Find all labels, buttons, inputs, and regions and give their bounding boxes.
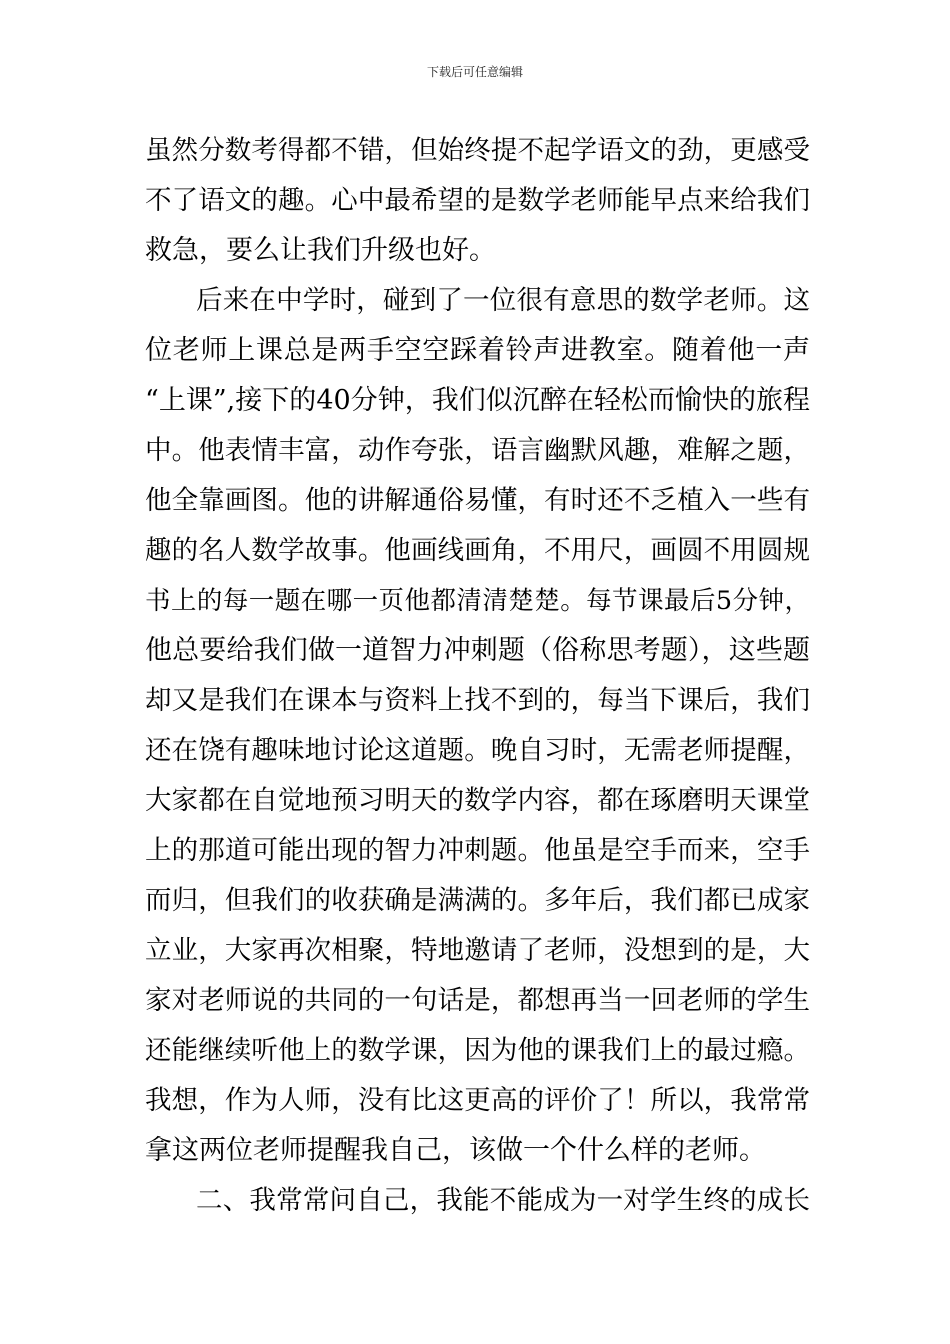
text-line-12: 却又是我们在课本与资料上找不到的，每当下课后，我们 bbox=[145, 685, 810, 716]
text-line-4: 后来在中学时，碰到了一位很有意思的数学老师。这 bbox=[196, 285, 810, 316]
text-line-8: 他全靠画图。他的讲解通俗易懂，有时还不乏植入一些有 bbox=[145, 485, 810, 516]
text-line-6: “上课”,接下的40分钟，我们似沉醉在轻松而愉快的旅程 bbox=[145, 385, 810, 416]
text-line-17: 立业，大家再次相聚，特地邀请了老师，没想到的是，大 bbox=[145, 935, 810, 966]
text-line-9: 趣的名人数学故事。他画线画角，不用尺，画圆不用圆规 bbox=[145, 535, 810, 566]
page-header: 下载后可任意编辑 bbox=[426, 65, 523, 79]
text-line-1: 虽然分数考得都不错，但始终提不起学语文的劲，更感受 bbox=[145, 135, 810, 166]
text-line-13: 还在饶有趣味地讨论这道题。晚自习时，无需老师提醒， bbox=[145, 735, 810, 766]
text-line-2: 不了语文的趣。心中最希望的是数学老师能早点来给我们 bbox=[145, 185, 810, 216]
text-line-15: 上的那道可能出现的智力冲刺题。他虽是空手而来，空手 bbox=[145, 835, 810, 866]
text-line-11: 他总要给我们做一道智力冲刺题（俗称思考题），这些题 bbox=[145, 635, 810, 666]
text-line-5: 位老师上课总是两手空空踩着铃声进教室。随着他一声 bbox=[145, 335, 810, 366]
text-line-18: 家对老师说的共同的一句话是，都想再当一回老师的学生 bbox=[145, 985, 810, 1016]
text-line-19: 还能继续听他上的数学课，因为他的课我们上的最过瘾。 bbox=[145, 1035, 810, 1066]
text-line-20: 我想，作为人师，没有比这更高的评价了！所以，我常常 bbox=[145, 1085, 810, 1116]
text-line-22: 二、我常常问自己，我能不能成为一对学生终的成长 bbox=[196, 1185, 810, 1216]
text-line-16: 而归，但我们的收获确是满满的。多年后，我们都已成家 bbox=[145, 885, 810, 916]
text-line-10: 书上的每一题在哪一页他都清清楚楚。每节课最后5分钟， bbox=[145, 586, 810, 616]
text-line-21: 拿这两位老师提醒我自己，该做一个什么样的老师。 bbox=[145, 1135, 766, 1166]
text-line-7: 中。他表情丰富，动作夸张，语言幽默风趣，难解之题， bbox=[145, 435, 810, 466]
text-line-3: 救急，要么让我们升级也好。 bbox=[145, 235, 496, 266]
text-line-14: 大家都在自觉地预习明天的数学内容，都在琢磨明天课堂 bbox=[145, 785, 810, 816]
